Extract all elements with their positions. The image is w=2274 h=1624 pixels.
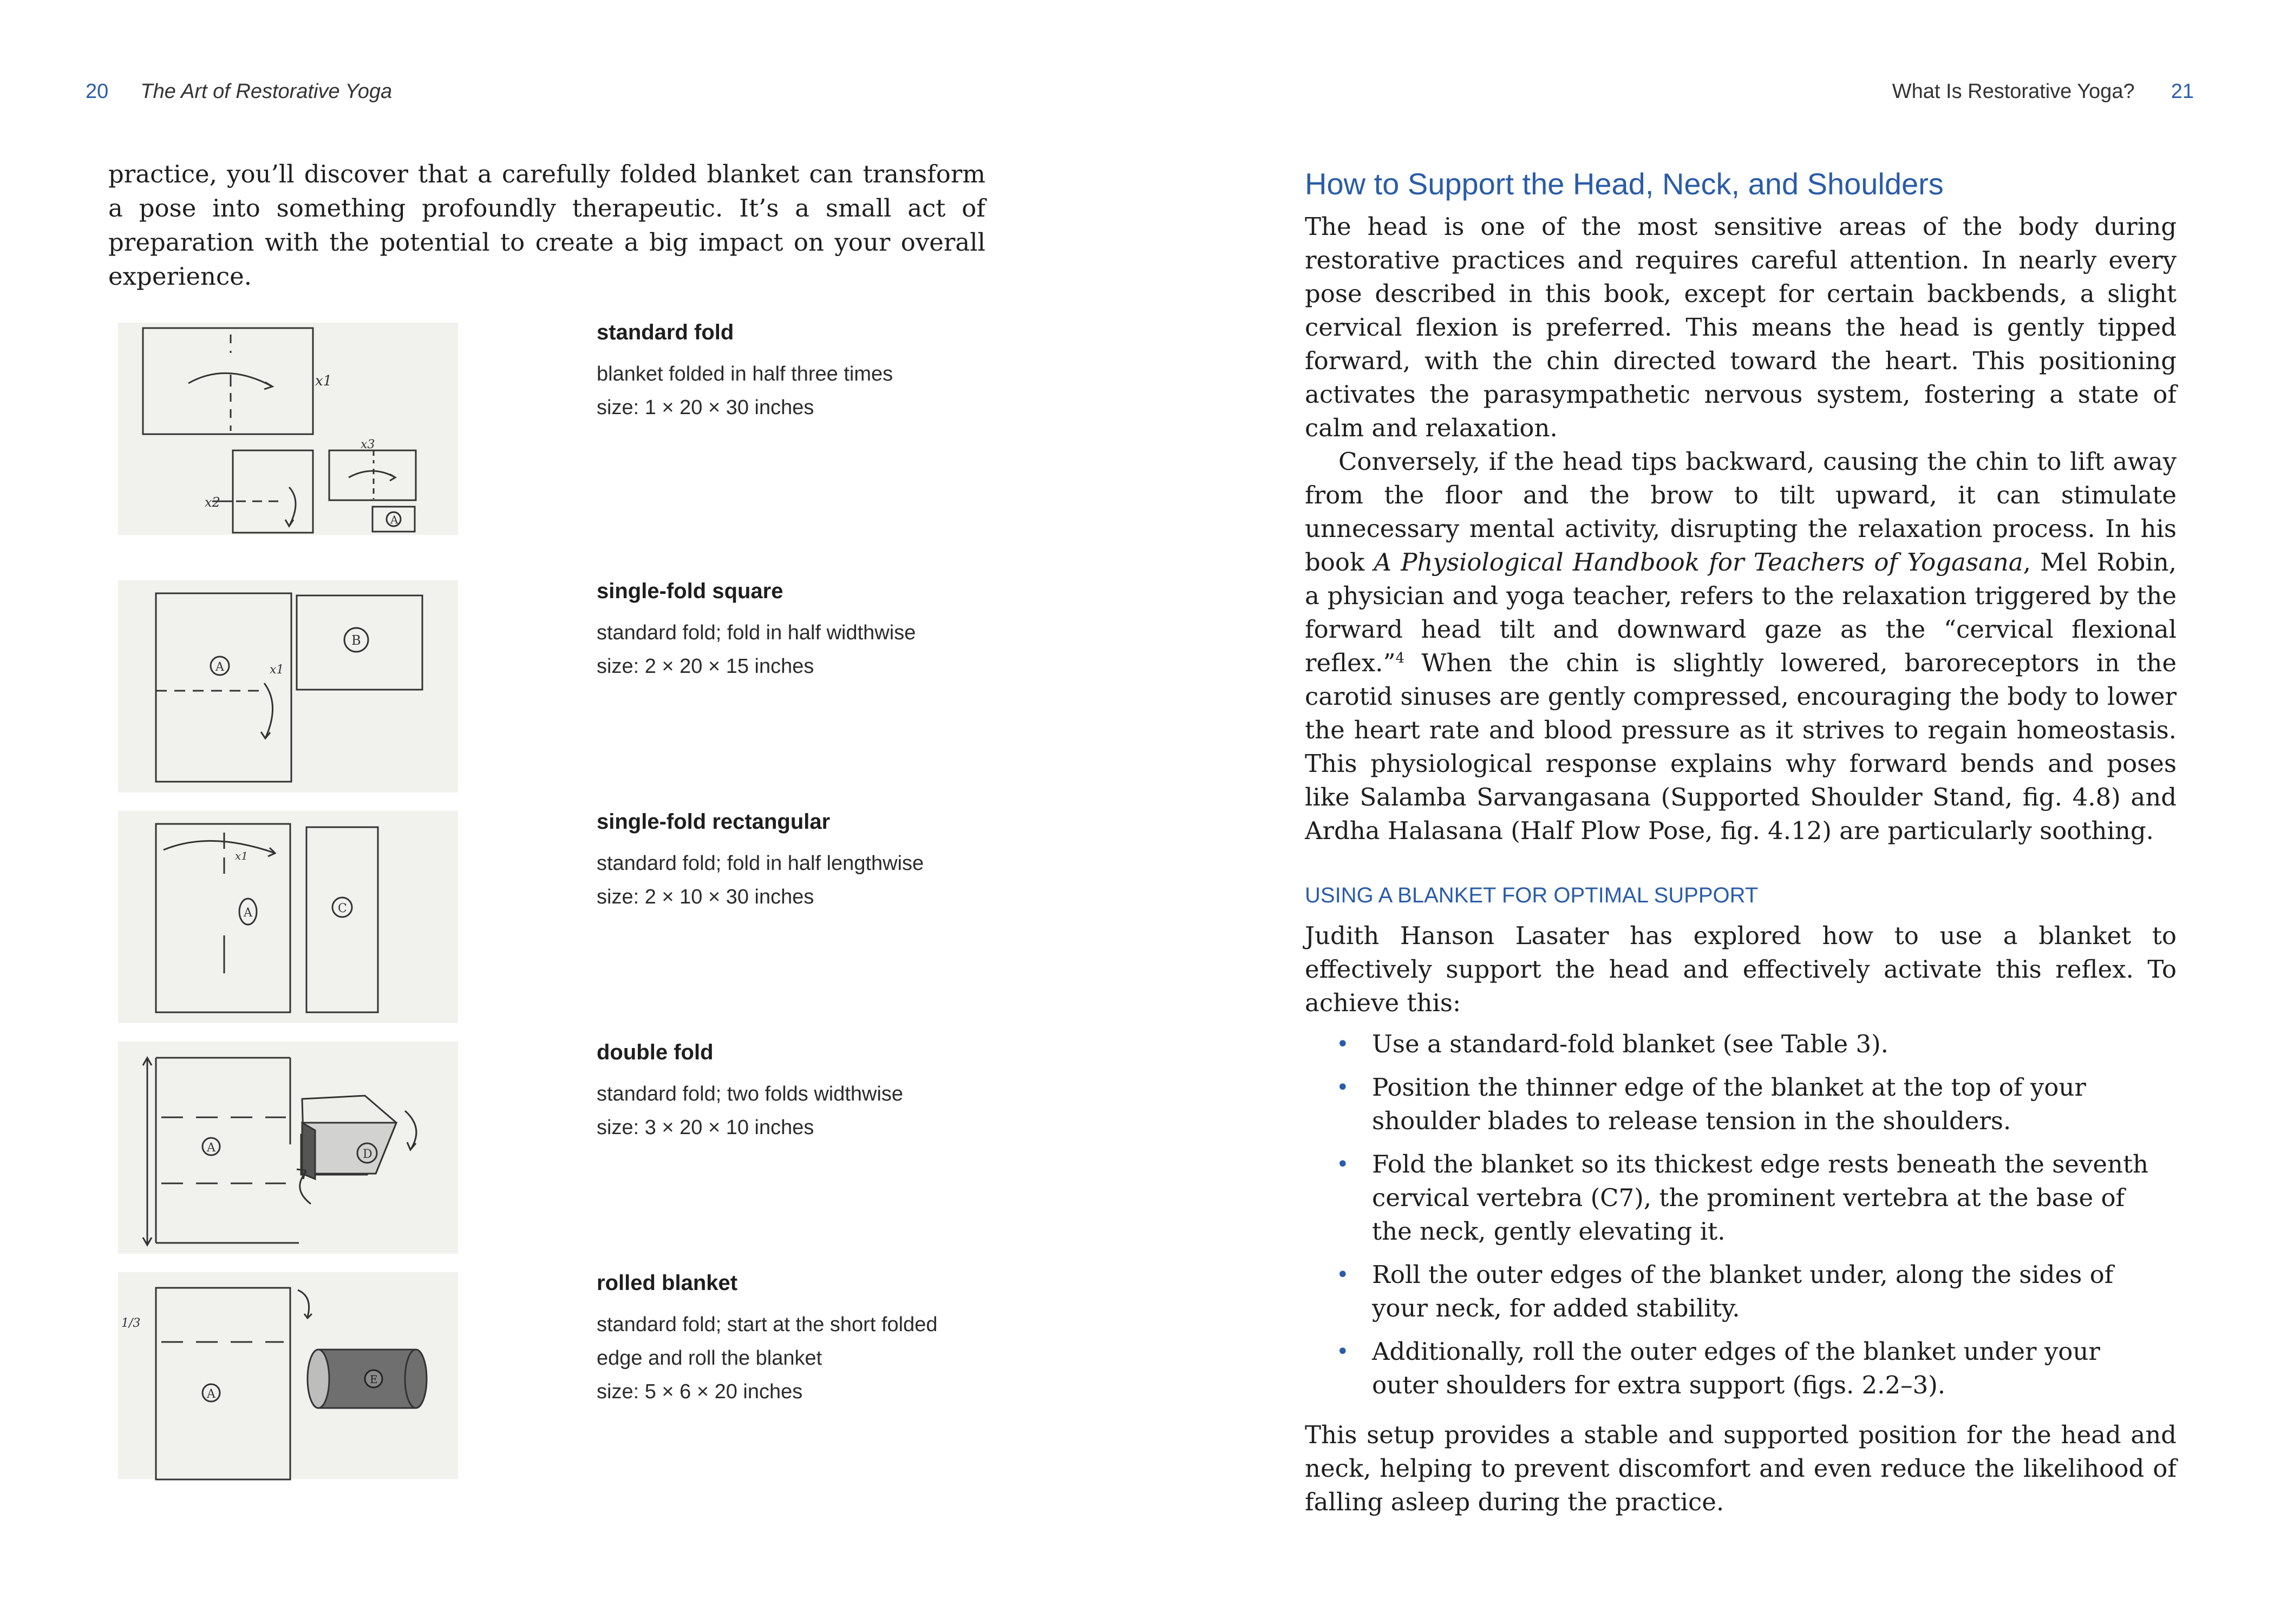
paragraph-2-part-c: When the chin is slightly lowered, baroreceptors in the carotid sinuses are gently compressed, encouraging the body to lower the heart rate and blood pressure as it strives to regain homeostasis. This physiological response explains why forward bends and poses like Salamba Sarvangasana (Supported Shoulder Stand, fig. 4.8) and Ardha Halasana (Half Plow Pose, fig. 4.12) are particularly soothing. [1305,649,2177,845]
bullet-icon: • [1336,1075,1349,1100]
fold-item-single-rectangular [597,807,1008,914]
right-running-head-title: What Is Restorative Yoga? [1892,80,2135,103]
fold-size: size: 2 × 10 × 30 inches [597,886,814,908]
bullet-icon: • [1336,1032,1349,1057]
paragraph-2-part-a: Conversely, if the head tips backward, causing the chin to lift away from the floor and the brow to tilt upward, it can stimulate unnecessary mental activity, disrupting the relaxation process. In his book [1305,447,2177,577]
fold-label-A: A [390,513,398,526]
fold-label-x2: x2 [205,495,220,510]
closing-paragraph: This setup provides a stable and supported position for the head and neck, helping to prevent discomfort and even reduce the likelihood of falling asleep during the practice. [1305,1420,2177,1516]
fold-item-rolled [597,1268,976,1409]
fold-name: standard fold [597,320,734,344]
list-item [1336,1071,2177,1138]
paragraph-2-part-b: , Mel Robin, a physician and yoga teacher, refers to the relaxation triggered by the forward head tilt and downward gaze as the “cervical flexional reflex.” [1305,548,2177,677]
right-page-body [1305,161,2177,1519]
fold-label-B: B [351,633,361,648]
book-title: A Physiological Handbook for Teachers of Yogasana [1374,548,2023,577]
paragraph-2 [1305,445,2177,848]
left-running-head-title: The Art of Restorative Yoga [140,80,393,103]
rolled-blanket-illustration [118,1272,458,1479]
list-item [1336,1148,2177,1248]
fold-name: single-fold rectangular [597,810,831,834]
fold-size: size: 3 × 20 × 10 inches [597,1116,814,1139]
fold-label-D: D [363,1148,373,1161]
fold-description: blanket folded in half three times [597,363,893,385]
right-page-number: 21 [2171,80,2194,103]
list-item-text: Position the thinner edge of the blanket at the top of your shoulder blades to release tension in the shoulders. [1372,1073,2086,1135]
left-page-number: 20 [86,80,109,103]
list-item-text: Fold the blanket so its thickest edge rests beneath the seventh cervical vertebra (C7), the prominent vertebra at the base of the neck, gently elevating it. [1372,1150,2149,1246]
paragraph-3: Judith Hanson Lasater has explored how to use a blanket to effectively support the head and effectively activate this reflex. To achieve this: [1305,921,2177,1017]
right-running-head [1892,80,2194,103]
fold-name: double fold [597,1040,714,1064]
fold-size: size: 5 × 6 × 20 inches [597,1380,803,1403]
bullet-icon: • [1336,1262,1349,1287]
subheading: USING A BLANKET FOR OPTIMAL SUPPORT [1305,883,1759,907]
fold-label-one-third: 1/3 [121,1317,141,1330]
fold-description: standard fold; fold in half lengthwise [597,852,924,875]
list-item [1336,1335,2177,1402]
fold-label-A: A [207,1387,215,1401]
fold-description: standard fold; fold in half widthwise [597,621,916,644]
list-item-text: Use a standard-fold blanket (see Table 3). [1372,1030,1889,1058]
list-item [1336,1027,2177,1061]
left-running-head [86,80,392,103]
bullet-icon: • [1336,1152,1349,1177]
fold-item-single-square [597,576,1008,683]
fold-label-A: A [244,906,252,920]
fold-label-x1: x1 [270,663,284,677]
single-fold-rectangular-illustration [118,811,458,1023]
double-fold-illustration [118,1042,458,1254]
footnote-marker[interactable]: 4 [1395,650,1405,666]
list-item-text: Additionally, roll the outer edges of the blanket under your outer shoulders for extra support (figs. 2.2–3). [1372,1337,2100,1399]
bullet-list [1305,1027,2177,1402]
standard-fold-illustration [118,323,458,535]
fold-label-x3: x3 [361,438,375,451]
fold-label-E: E [370,1373,378,1386]
fold-label-A: A [207,1141,215,1155]
single-fold-square-illustration [118,580,458,793]
fold-label-A: A [215,660,224,674]
fold-label-x1: x1 [315,373,332,389]
fold-description: standard fold; two folds widthwise [597,1083,904,1105]
fold-label-x1: x1 [235,849,249,862]
paragraph-1: The head is one of the most sensitive areas of the body during restorative practices and requires careful attention. In nearly every pose described in this book, except for certain backbends, a slight cervical flexion is preferred. This means the head is gently tipped forward, with the chin directed toward the heart. This positioning activates the parasympathetic nervous system, fostering a state of calm and relaxation. [1305,212,2177,442]
fold-name: rolled blanket [597,1271,738,1295]
fold-description: standard fold; start at the short folded edge and roll the blanket [597,1313,938,1370]
fold-size: size: 2 × 20 × 15 inches [597,655,814,678]
bullet-icon: • [1336,1339,1349,1364]
list-item-text: Roll the outer edges of the blanket under, along the sides of your neck, for added stability. [1372,1260,2114,1322]
fold-item-double [597,1037,1008,1144]
intro-paragraph: practice, you’ll discover that a carefully folded blanket can transform a pose into something profoundly therapeutic. It’s a small act of preparation with the potential to create a big impact on your overall experience. [108,160,985,291]
fold-size: size: 1 × 20 × 30 inches [597,396,814,419]
section-title: How to Support the Head, Neck, and Shoulders [1305,167,1944,201]
fold-name: single-fold square [597,579,783,603]
fold-item-standard [597,317,1008,424]
fold-label-C: C [338,902,347,915]
list-item [1336,1258,2177,1325]
